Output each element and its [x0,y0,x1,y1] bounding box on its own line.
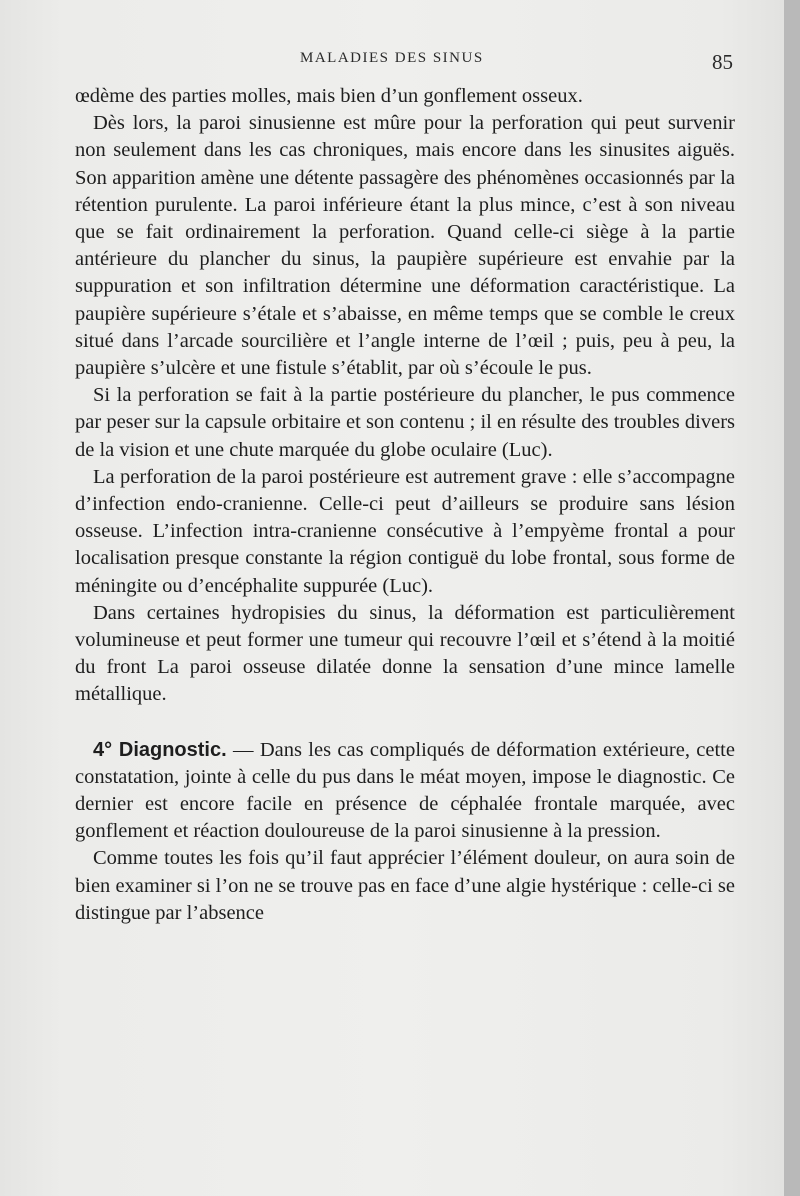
paragraph-7: Comme toutes les fois qu’il faut apprécier l’élément douleur, on aura soin de bien examiner si l’on ne se trouve pas en face d’une algie hystérique : celle-ci se distingue par l’absence [75,847,735,924]
body-text [75,83,735,927]
running-title: MALADIES DES SINUS [300,50,484,66]
paragraph-6 [75,737,735,846]
paragraph-1: œdème des parties molles, mais bien d’un gonflement osseux. [75,85,583,107]
paragraph-4: La perforation de la paroi postérieure est autrement grave : elle s’accompagne d’infection endo-cranienne. Celle-ci peut d’ailleurs se produire sans lésion osseuse. L’infection intra-cranienne consécutive à l’empyème frontal a pour localisation presque constante la région contiguë du lobe frontal, sous forme de méningite ou d’encéphalite suppurée (Luc). [75,465,735,597]
paragraph-5: Dans certaines hydropisies du sinus, la déformation est particulièrement volumineuse et peut former une tumeur qui recouvre l’œil et s’étend à la moitié du front La paroi osseuse dilatée donne la sensation d’une mince lamelle métallique. [75,601,735,706]
section-heading-diagnostic: 4° Diagnostic. [93,738,227,761]
page-header [0,48,784,78]
page-number: 85 [712,50,733,74]
paragraph-3: Si la perforation se fait à la partie postérieure du plancher, le pus commence par peser sur la capsule orbitaire et son contenu ; il en résulte des troubles divers de la vision et une chute marquée du globe oculaire (Luc). [75,384,735,461]
paragraph-2: Dès lors, la paroi sinusienne est mûre pour la perforation qui peut survenir non seulement dans les cas chroniques, mais encore dans les sinusites aiguës. Son apparition amène une détente passagère des phénomènes occasionnés par la rétention purulente. La paroi inférieure étant la plus mince, c’est à son niveau que se fait ordinairement la perforation. Quand celle-ci siège à la partie antérieure du plancher du sinus, la paupière supérieure est envahie par la suppuration et son infiltration détermine une déformation caractéristique. La paupière supérieure s’étale et s’abaisse, en même temps que se comble le creux situé dans l’arcade sourcilière et l’angle interne de l’œil ; puis, peu à peu, la paupière s’ulcère et une fistule s’établit, par où s’écoule le pus. [75,112,735,380]
paragraph-6-text: — Dans les cas compliqués de déformation extérieure, cette constatation, jointe à celle du pus dans le méat moyen, impose le diagnostic. Ce dernier est encore facile en présence de céphalée frontale marquée, avec gonflement et réaction douloureuse de la paroi sinusienne à la pression. [75,738,735,843]
